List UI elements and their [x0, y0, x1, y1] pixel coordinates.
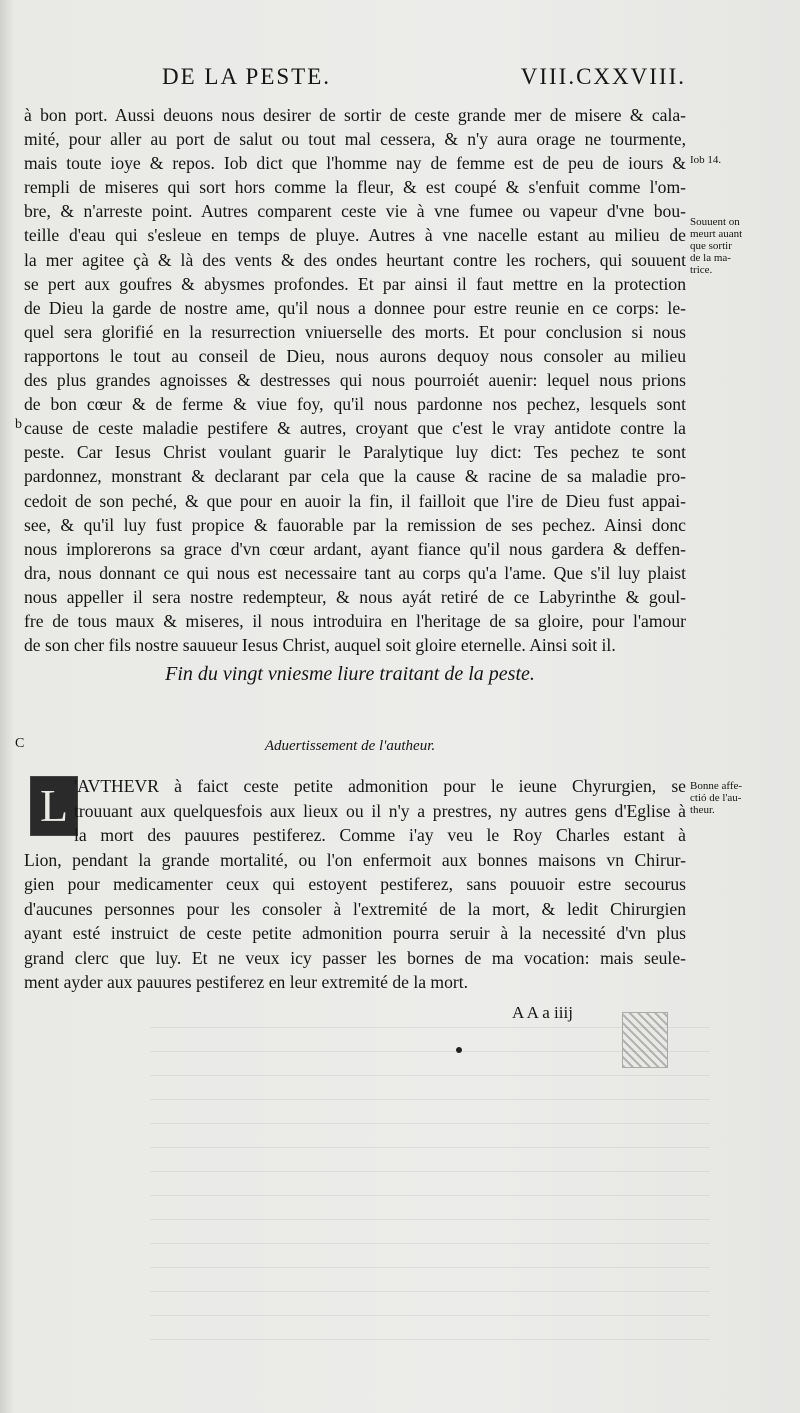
text-line: ment ayder aux pauures pestiferez en leur extremité de la mort. [24, 972, 469, 992]
text-line: de bon cœur & de ferme & viue foy, qu'il nous pardonne nos pechez, lesquels sont [24, 394, 686, 415]
text-line: de Dieu la garde de nostre ame, qu'il nous a donnee pour estre reunie en ce corps: le- [24, 297, 686, 318]
margin-note-line: que sortir [690, 240, 732, 252]
margin-note-line: Bonne affe- [690, 780, 743, 792]
margin-letter-b: b [15, 417, 22, 432]
margin-note-line: de la ma- [690, 252, 731, 264]
text-line: bre, & n'arreste point. Autres comparent ceste vie à vne fumee ou vapeur d'vne bou- [24, 201, 686, 222]
margin-note-line: theur. [690, 804, 715, 816]
text-line: à bon port. Aussi deuons nous desirer de sortir de ceste grande mer de misere & cala- [24, 105, 686, 125]
margin-letter-c: C [15, 736, 25, 751]
text-line: cause de ceste maladie pestifere & autres, croyant que c'est le vray antidote contre la [24, 418, 686, 439]
margin-note-bonne [690, 780, 790, 816]
running-head: DE LA PESTE. [162, 64, 332, 89]
text-line: mais toute ioye & repos. Iob dict que l'homme nay de femme est de peu de iours & [24, 153, 686, 174]
ink-dot [456, 1047, 462, 1053]
advertissement-text [24, 774, 686, 995]
text-line: mité, pour aller au port de salut ou tout mal cessera, & n'y aura orage ne tourmente, [24, 129, 686, 150]
text-line: see, & qu'il luy fust propice & fauorable par la remission de ses pechez. Ainsi donc [24, 514, 686, 535]
text-line: pardonnez, monstrant & declarant par cela que la cause & racine de sa maladie pro- [24, 466, 686, 487]
book-end-line: Fin du vingt vniesme liure traitant de la peste. [165, 663, 535, 685]
text-line: 'AVTHEVR à faict ceste petite admonition pour le ieune Chyrurgien, se [74, 776, 686, 796]
text-line: teille d'eau qui s'esleue en temps de pluye. Autres à vne nacelle estant au milieu de [24, 225, 686, 246]
margin-note-line: trice. [690, 264, 713, 276]
text-line: dra, nous donnant ce qui nous est necessaire tant au corps qu'a l'ame. Que s'il luy plaist [24, 562, 686, 583]
text-line: se pert aux goufres & abysmes profondes. Et par ainsi il faut mettre en la protection [24, 273, 686, 294]
text-line: rapportons le tout au conseil de Dieu, nous aurons dequoy nous consoler au milieu [24, 345, 686, 366]
page-header [150, 64, 700, 94]
signature-mark: A A a iiij [512, 1003, 573, 1022]
text-line: la mort des pauures pestiferez. Comme i'ay veu le Roy Charles estant à [74, 825, 686, 845]
text-line: nous implorerons sa grace d'vn cœur ardant, ayant fiance qu'il nous gardera & deffen- [24, 538, 686, 559]
text-line: quel sera glorifié en la resurrection vniuerselle des morts. Et pour conclusion si nous [24, 321, 686, 342]
advertissement-title: Aduertissement de l'autheur. [264, 738, 436, 754]
drop-cap: L [30, 776, 78, 836]
text-line: gien pour medicamenter ceux qui estoyent pestiferez, sans pouuoir estre secourus [24, 874, 686, 894]
text-line: cedoit de son peché, & que pour en auoir la fin, il failloit que l'ire de Dieu fust appai- [24, 490, 686, 511]
margin-note-souuent [690, 216, 790, 276]
ornament-icon [622, 1012, 668, 1068]
text-line: nous appeller il sera nostre redempteur, & nous ayát retiré de ce Labyrinthe & goul- [24, 586, 686, 607]
text-line: d'aucunes personnes pour les consoler à l'extremité de la mort, & ledit Chirurgien [24, 898, 686, 919]
text-line: de son cher fils nostre sauueur Iesus Christ, auquel soit gloire eternelle. Ainsi soit il. [24, 635, 616, 656]
margin-note-job [690, 154, 790, 166]
margin-note-line: meurt auant [690, 228, 743, 240]
folio-number: VIII.CXXVIII. [520, 64, 686, 89]
text-line: fre de tous maux & miseres, il nous introduira en l'heritage de sa gloire, pour l'amour [24, 610, 686, 631]
text-line: ayant esté instruict de ceste petite admonition pourra seruir à la necessité d'vn plus [24, 923, 686, 943]
margin-note-line: ctió de l'au- [690, 792, 742, 804]
text-line: rempli de miseres qui sort hors comme la fleur, & est coupé & s'enfuit comme l'om- [24, 177, 686, 198]
text-line: peste. Car Iesus Christ voulant guarir le Paralytique luy dict: Tes pechez te sont [24, 442, 686, 463]
text-line: Lion, pendant la grande mortalité, ou l'on enfermoit aux bonnes maisons vn Chirur- [24, 849, 686, 870]
margin-note-text: Iob 14. [690, 154, 722, 166]
text-line: la mer agitee çà & là des vents & des ondes heurtant contre les rochers, qui souuent [24, 249, 686, 270]
body-text [24, 103, 686, 657]
text-line: grand clerc que luy. Et ne veux icy passer les bornes de ma vocation: mais seule- [24, 947, 686, 968]
text-line: trouuant aux quelquesfois aux lieux ou il n'y a prestres, ny autres gens d'Eglise à [74, 800, 686, 821]
text-line: des plus grandes agnoisses & destresses qui nous pourroiét auenir: lequel nous prions [24, 370, 686, 391]
margin-note-line: Souuent on [690, 216, 740, 228]
